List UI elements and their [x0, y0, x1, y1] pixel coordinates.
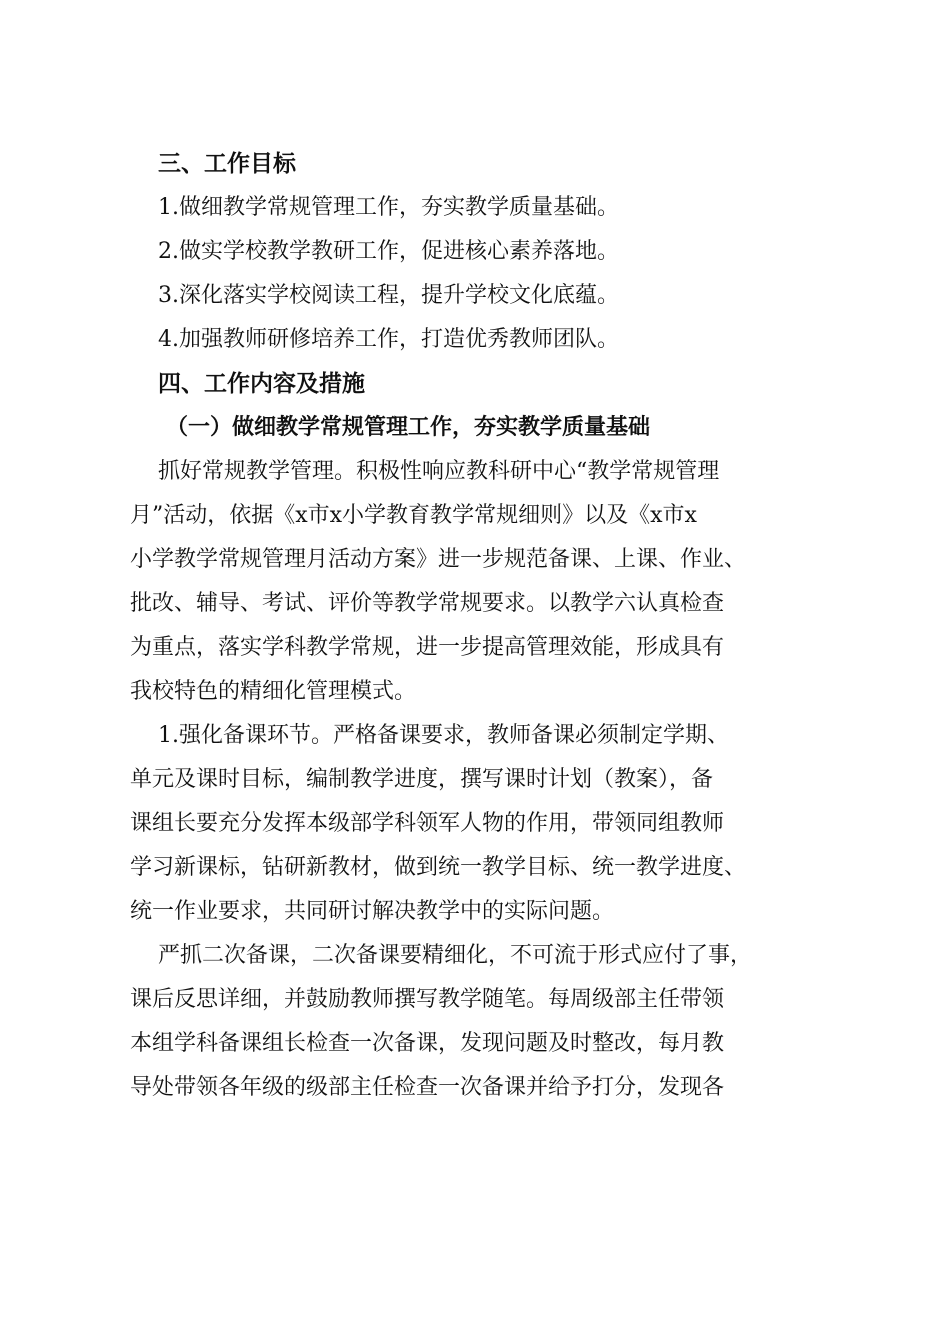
paragraph-lesson-preparation	[130, 714, 838, 934]
section-3-heading: 三、工作目标	[158, 151, 296, 177]
paragraph-line: 小学教学常规管理月活动方案》进一步规范备课、上课、作业、	[130, 547, 747, 572]
paragraph-line: 严抓二次备课，二次备课要精细化，不可流于形式应付了事，	[158, 943, 753, 968]
paragraph-line: 批改、辅导、考试、评价等教学常规要求。以教学六认真检查	[130, 591, 725, 616]
section-4-subheading: （一）做细教学常规管理工作，夯实教学质量基础	[166, 415, 651, 440]
paragraph-line: 抓好常规教学管理。积极性响应教科研中心“教学常规管理	[158, 459, 720, 484]
paragraph-line: 统一作业要求，共同研讨解决教学中的实际问题。	[130, 899, 615, 924]
paragraph-line: 月”活动，依据《x市x小学教育教学常规细则》以及《x市x	[130, 503, 697, 528]
paragraph-line: 课组长要充分发挥本级部学科领军人物的作用，带领同组教师	[130, 811, 725, 836]
paragraph-line: 我校特色的精细化管理模式。	[130, 679, 417, 704]
paragraph-line: 为重点，落实学科教学常规，进一步提高管理效能，形成具有	[130, 635, 725, 660]
paragraph-line: 1.强化备课环节。严格备课要求，教师备课必须制定学期、	[158, 723, 729, 748]
paragraph-line: 导处带领各年级的级部主任检查一次备课并给予打分，发现各	[130, 1075, 725, 1100]
paragraph-line: 本组学科备课组长检查一次备课，发现问题及时整改，每月教	[130, 1031, 725, 1056]
document-body	[130, 142, 838, 1110]
goal-item-2: 2.做实学校教学教研工作，促进核心素养落地。	[158, 239, 619, 264]
section-4-heading: 四、工作内容及措施	[158, 371, 365, 397]
paragraph-line: 学习新课标，钻研新教材，做到统一教学目标、统一教学进度、	[130, 855, 747, 880]
paragraph-routine-management	[130, 450, 838, 714]
paragraph-line: 单元及课时目标，编制教学进度，撰写课时计划（教案），备	[130, 767, 714, 792]
goal-item-4: 4.加强教师研修培养工作，打造优秀教师团队。	[158, 327, 619, 352]
paragraph-line: 课后反思详细，并鼓励教师撰写教学随笔。每周级部主任带领	[130, 987, 725, 1012]
paragraph-secondary-preparation	[130, 934, 838, 1110]
goal-item-3: 3.深化落实学校阅读工程，提升学校文化底蕴。	[158, 283, 619, 308]
goal-item-1: 1.做细教学常规管理工作，夯实教学质量基础。	[158, 195, 619, 220]
